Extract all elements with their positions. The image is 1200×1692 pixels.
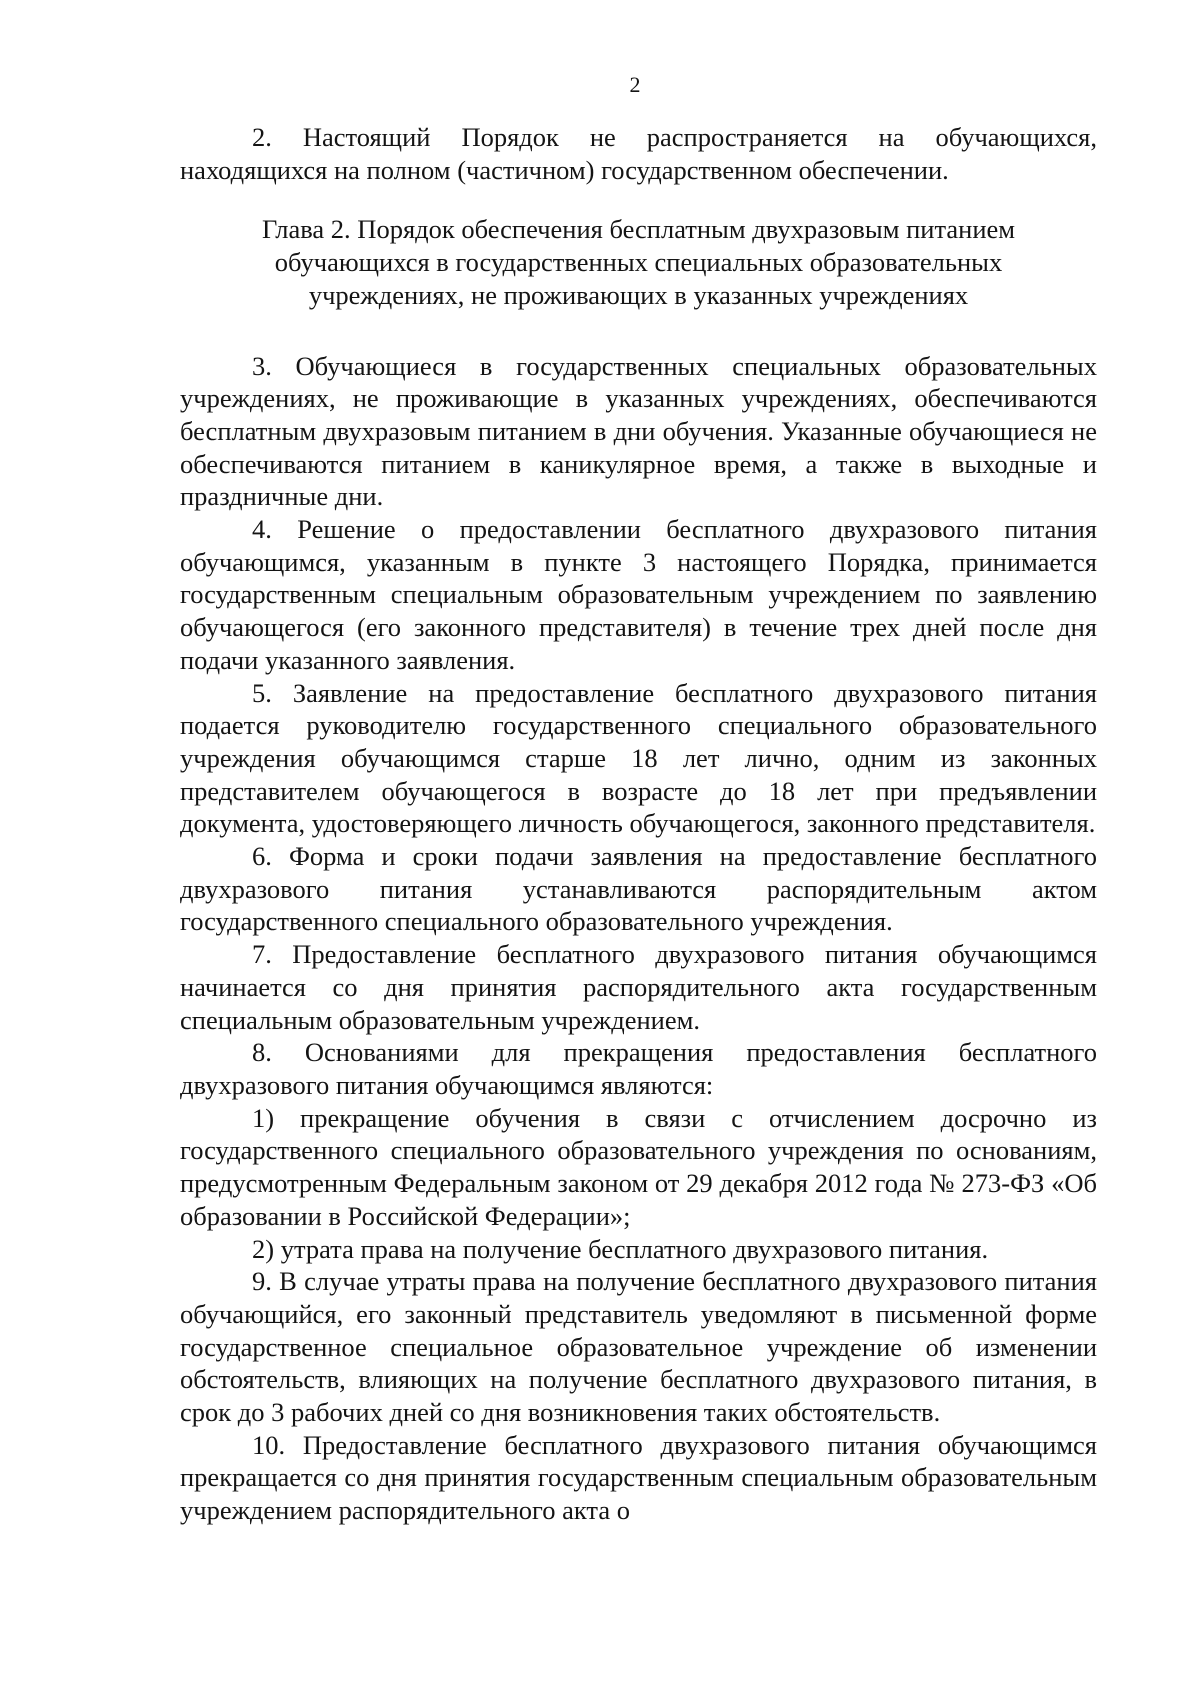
chapter-heading-line: Глава 2. Порядок обеспечения бесплатным двухразовым питанием xyxy=(261,214,1016,245)
paragraph-5: 5. Заявление на предоставление бесплатного двухразового питания подается руководителю государственного специального образовательного учреждения обучающимся старше 18 лет лично, одним из законных представителем обучающегося в возрасте до 18 лет при предъявлении документа, удостоверяющего личность обучающегося, законного представителя. xyxy=(180,677,1097,839)
paragraph-2: 2. Настоящий Порядок не распространяется на обучающихся, находящихся на полном (частичном) государственном обеспечении. xyxy=(180,122,1097,185)
paragraph-8: 8. Основаниями для прекращения предоставления бесплатного двухразового питания обучающимся являются: xyxy=(180,1037,1097,1100)
paragraph-10: 10. Предоставление бесплатного двухразового питания обучающимся прекращается со дня принятия государственным специальным образовательным учреждением распорядительного акта о xyxy=(180,1429,1097,1526)
paragraph-4: 4. Решение о предоставлении бесплатного двухразового питания обучающимся, указанным в пункте 3 настоящего Порядка, принимается государственным специальным образовательным учреждением по заявлению обучающегося (его законного представителя) в течение трех дней после дня подачи указанного заявления. xyxy=(180,514,1097,675)
paragraph-8-item-1: 1) прекращение обучения в связи с отчислением досрочно из государственного специального образовательного учреждения по основаниям, предусмотренным Федеральным законом от 29 декабря 2012 года № 273-ФЗ «Об образовании в Российской Федерации»; xyxy=(180,1102,1097,1231)
paragraph-7: 7. Предоставление бесплатного двухразового питания обучающимся начинается со дня принятия распорядительного акта государственным специальным образовательным учреждением. xyxy=(180,939,1097,1035)
paragraph-3: 3. Обучающиеся в государственных специальных образовательных учреждениях, не проживающие в указанных учреждениях, обеспечиваются бесплатным двухразовым питанием в дни обучения. Указанные обучающиеся не обеспечиваются питанием в каникулярное время, а также в выходные и праздничные дни. xyxy=(180,350,1097,512)
chapter-heading-line: обучающихся в государственных специальных образовательных xyxy=(274,247,1003,278)
page-number: 2 xyxy=(629,72,641,97)
paragraph-8-item-2: 2) утрата права на получение бесплатного двухразового питания. xyxy=(252,1233,989,1264)
chapter-heading-line: учреждениях, не проживающих в указанных учреждениях xyxy=(308,279,969,310)
paragraph-9: 9. В случае утраты права на получение бесплатного двухразового питания обучающийся, его законный представитель уведомляют в письменной форме государственное специальное образовательное учреждение об изменении обстоятельств, влияющих на получение бесплатного двухразового питания, в срок до 3 рабочих дней со дня возникновения таких обстоятельств. xyxy=(180,1266,1097,1428)
paragraph-6: 6. Форма и сроки подачи заявления на предоставление бесплатного двухразового питания устанавливаются распорядительным актом государственного специального образовательного учреждения. xyxy=(180,841,1097,937)
chapter-heading xyxy=(180,213,1097,311)
document-body xyxy=(180,121,1097,1527)
